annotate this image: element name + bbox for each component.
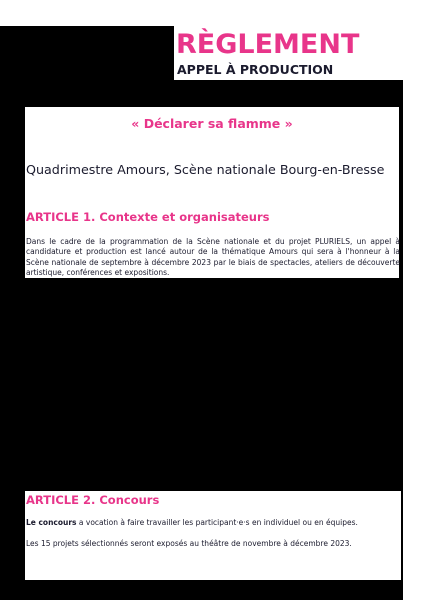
concours-rest: a vocation à faire travailler les participant·e·s en individuel ou en équipes. (76, 518, 358, 527)
season-line: Quadrimestre Amours, Scène nationale Bourg-en-Bresse (26, 162, 385, 177)
document-subtitle: APPEL À PRODUCTION (177, 62, 334, 77)
article1-heading: ARTICLE 1. Contexte et organisateurs (26, 210, 270, 224)
project-quote: « Déclarer sa flamme » (131, 116, 293, 131)
article1-body: Dans le cadre de la programmation de la Scène nationale et du projet PLURIELS, un appel à candidature et production est lancé autour de la thématique Amours qui sera à l'honneur à la Scène nationale de septembre à décembre 2023 par le biais de spectacles, ateliers de découverte artistique, conférences et expositions. (26, 237, 400, 277)
article2-concours-line (26, 518, 358, 528)
document-title: RÈGLEMENT (176, 29, 360, 60)
concours-term: Le concours (26, 518, 77, 527)
article2-heading: ARTICLE 2. Concours (26, 493, 160, 507)
article2-projects-line: Les 15 projets sélectionnés seront exposés au théâtre de novembre à décembre 2023. (26, 539, 352, 548)
